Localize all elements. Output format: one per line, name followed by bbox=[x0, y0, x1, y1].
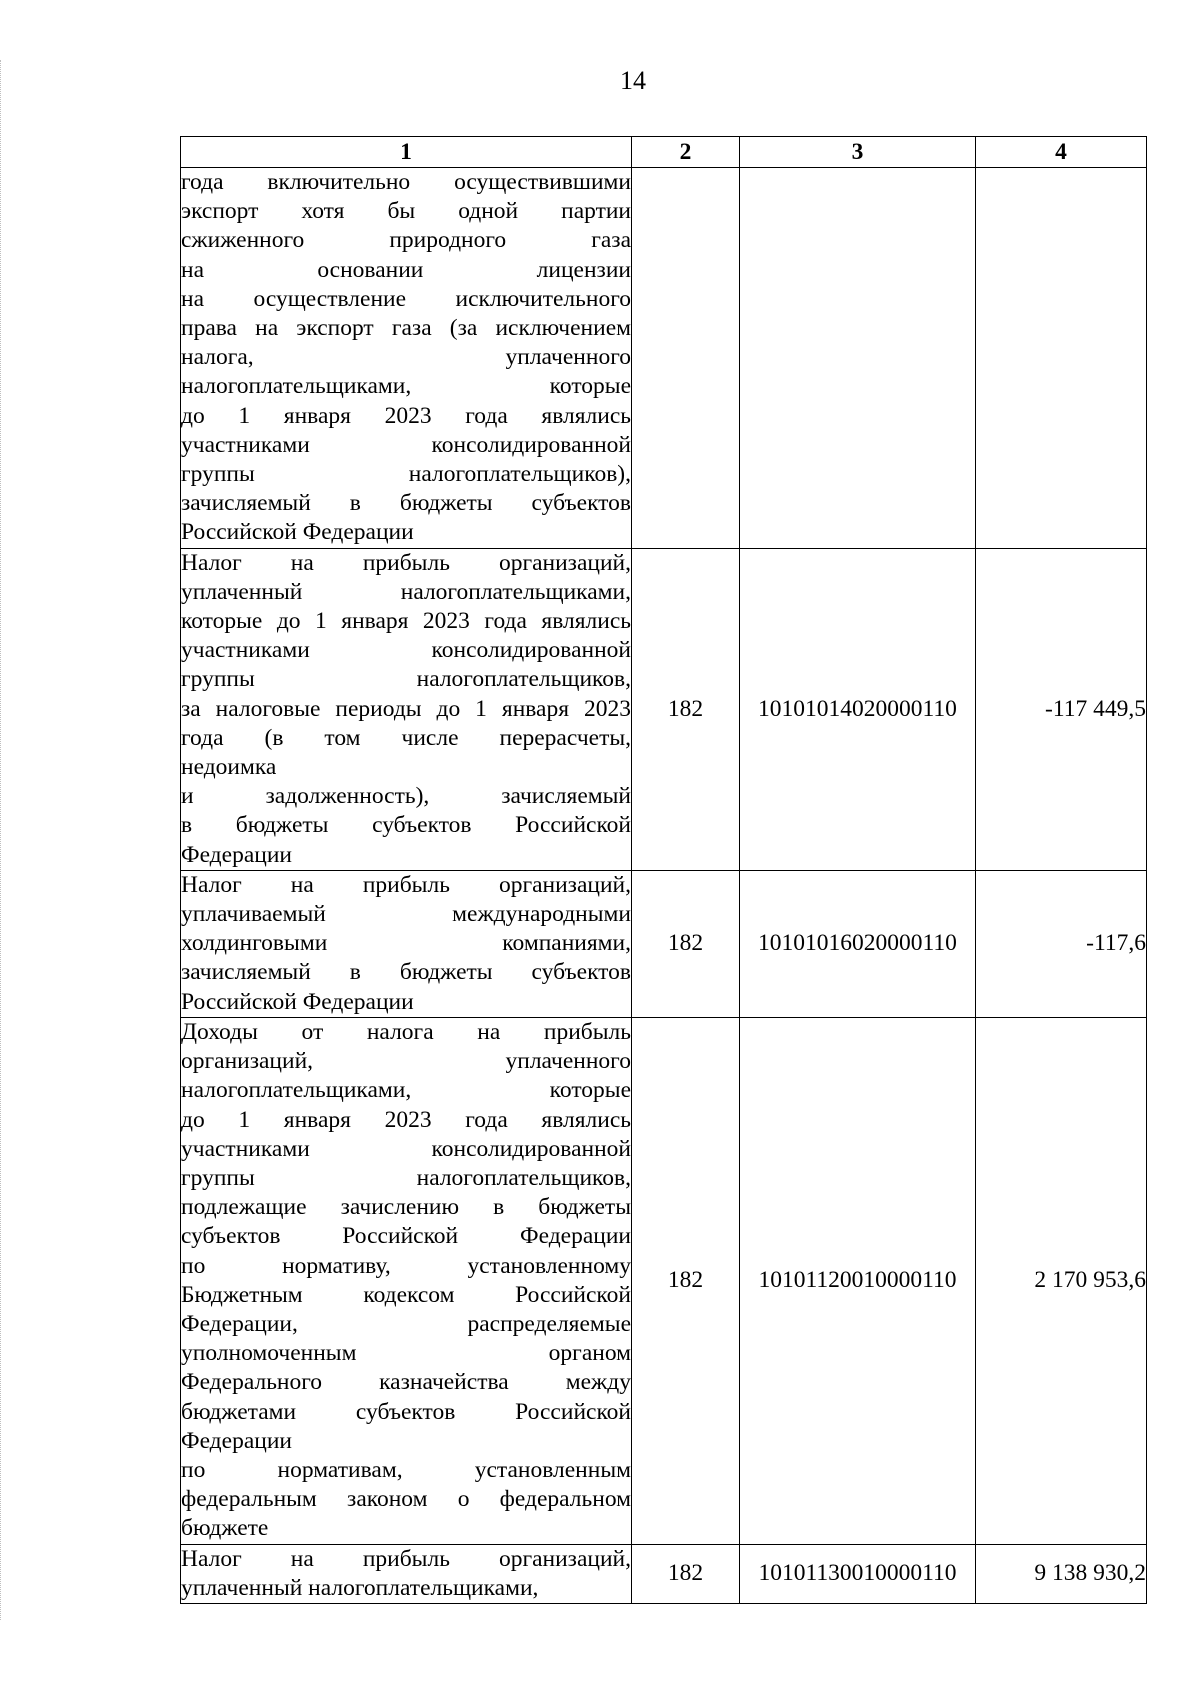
description-line: Доходы от налога на прибыль bbox=[181, 1018, 631, 1045]
description-line: федеральным законом о федеральном bbox=[181, 1486, 631, 1513]
description-line: холдинговыми компаниями, bbox=[181, 930, 631, 957]
amount-cell: 9 138 930,2 bbox=[976, 1544, 1147, 1603]
column-header-1: 1 bbox=[181, 137, 632, 168]
description-line: зачисляемый в бюджеты субъектов bbox=[181, 959, 631, 986]
description-line: и задолженность), зачисляемый bbox=[181, 783, 631, 810]
description-line: на осуществление исключительного bbox=[181, 285, 631, 312]
description-line: по нормативу, установленному bbox=[181, 1252, 631, 1279]
amount-cell bbox=[976, 168, 1147, 549]
table-header-row bbox=[181, 137, 1147, 168]
description-line: участниками консолидированной bbox=[181, 431, 631, 458]
description-line: Федерации bbox=[181, 1427, 292, 1454]
budget-classification-code-cell bbox=[740, 168, 976, 549]
table-row bbox=[181, 548, 1147, 870]
description-line: Федерации bbox=[181, 841, 292, 868]
admin-code-cell bbox=[632, 168, 740, 549]
amount-cell: -117,6 bbox=[976, 870, 1147, 1017]
description-line: группы налогоплательщиков, bbox=[181, 1164, 631, 1191]
description-line: участниками консолидированной bbox=[181, 1135, 631, 1162]
description-line: до 1 января 2023 года являлись bbox=[181, 402, 631, 429]
budget-classification-code-cell: 10101120010000110 bbox=[740, 1017, 976, 1544]
revenue-description-cell bbox=[181, 168, 632, 549]
description-line: бюджетами субъектов Российской bbox=[181, 1398, 631, 1425]
description-line: организаций, уплаченного bbox=[181, 1048, 631, 1075]
description-line: субъектов Российской Федерации bbox=[181, 1223, 631, 1250]
page-number: 14 bbox=[620, 66, 646, 95]
description-line: которые до 1 января 2023 года являлись bbox=[181, 608, 631, 635]
description-line: Налог на прибыль организаций, bbox=[181, 549, 631, 576]
description-line: недоимка bbox=[181, 754, 277, 781]
budget-revenue-table bbox=[180, 136, 1147, 1604]
table-body bbox=[181, 168, 1147, 1604]
budget-classification-code-cell: 10101016020000110 bbox=[740, 870, 976, 1017]
column-header-2: 2 bbox=[632, 137, 740, 168]
description-line: Российской Федерации bbox=[181, 988, 414, 1015]
description-line: права на экспорт газа (за исключением bbox=[181, 315, 631, 342]
column-header-3: 3 bbox=[740, 137, 976, 168]
budget-classification-code-cell: 10101130010000110 bbox=[740, 1544, 976, 1603]
description-line: налогоплательщиками, которые bbox=[181, 373, 631, 400]
description-line: бюджете bbox=[181, 1515, 269, 1542]
description-line: подлежащие зачислению в бюджеты bbox=[181, 1194, 631, 1221]
description-line: Бюджетным кодексом Российской bbox=[181, 1281, 631, 1308]
description-line: уплаченный налогоплательщиками, bbox=[181, 1574, 539, 1601]
scan-left-edge bbox=[0, 60, 4, 1620]
description-line: уплаченный налогоплательщиками, bbox=[181, 578, 631, 605]
table-row bbox=[181, 870, 1147, 1017]
admin-code-cell: 182 bbox=[632, 1017, 740, 1544]
admin-code-cell: 182 bbox=[632, 548, 740, 870]
description-line: года (в том числе перерасчеты, bbox=[181, 724, 631, 751]
description-line: экспорт хотя бы одной партии bbox=[181, 198, 631, 225]
table-row bbox=[181, 1544, 1147, 1603]
description-line: группы налогоплательщиков, bbox=[181, 666, 631, 693]
amount-cell: -117 449,5 bbox=[976, 548, 1147, 870]
description-line: на основании лицензии bbox=[181, 256, 631, 283]
revenue-description-cell bbox=[181, 1544, 632, 1603]
description-line: года включительно осуществившими bbox=[181, 169, 631, 195]
description-line: по нормативам, установленным bbox=[181, 1456, 631, 1483]
description-line: Российской Федерации bbox=[181, 519, 414, 546]
admin-code-cell: 182 bbox=[632, 1544, 740, 1603]
description-line: налогоплательщиками, которые bbox=[181, 1077, 631, 1104]
amount-cell: 2 170 953,6 bbox=[976, 1017, 1147, 1544]
description-line: уполномоченным органом bbox=[181, 1340, 631, 1367]
description-line: сжиженного природного газа bbox=[181, 227, 631, 254]
table-row bbox=[181, 1017, 1147, 1544]
description-line: до 1 января 2023 года являлись bbox=[181, 1106, 631, 1133]
description-line: участниками консолидированной bbox=[181, 637, 631, 664]
revenue-description-cell bbox=[181, 1017, 632, 1544]
revenue-description-cell bbox=[181, 548, 632, 870]
description-line: Федерации, распределяемые bbox=[181, 1310, 631, 1337]
description-line: зачисляемый в бюджеты субъектов bbox=[181, 490, 631, 517]
description-line: Налог на прибыль организаций, bbox=[181, 871, 631, 898]
description-line: за налоговые периоды до 1 января 2023 bbox=[181, 695, 631, 722]
revenue-description-cell bbox=[181, 870, 632, 1017]
description-line: налога, уплаченного bbox=[181, 344, 631, 371]
column-header-4: 4 bbox=[976, 137, 1147, 168]
table-row bbox=[181, 168, 1147, 549]
budget-classification-code-cell: 10101014020000110 bbox=[740, 548, 976, 870]
description-line: группы налогоплательщиков), bbox=[181, 461, 631, 488]
description-line: Налог на прибыль организаций, bbox=[181, 1545, 631, 1572]
description-line: в бюджеты субъектов Российской bbox=[181, 812, 631, 839]
description-line: уплачиваемый международными bbox=[181, 901, 631, 928]
admin-code-cell: 182 bbox=[632, 870, 740, 1017]
description-line: Федерального казначейства между bbox=[181, 1369, 631, 1396]
